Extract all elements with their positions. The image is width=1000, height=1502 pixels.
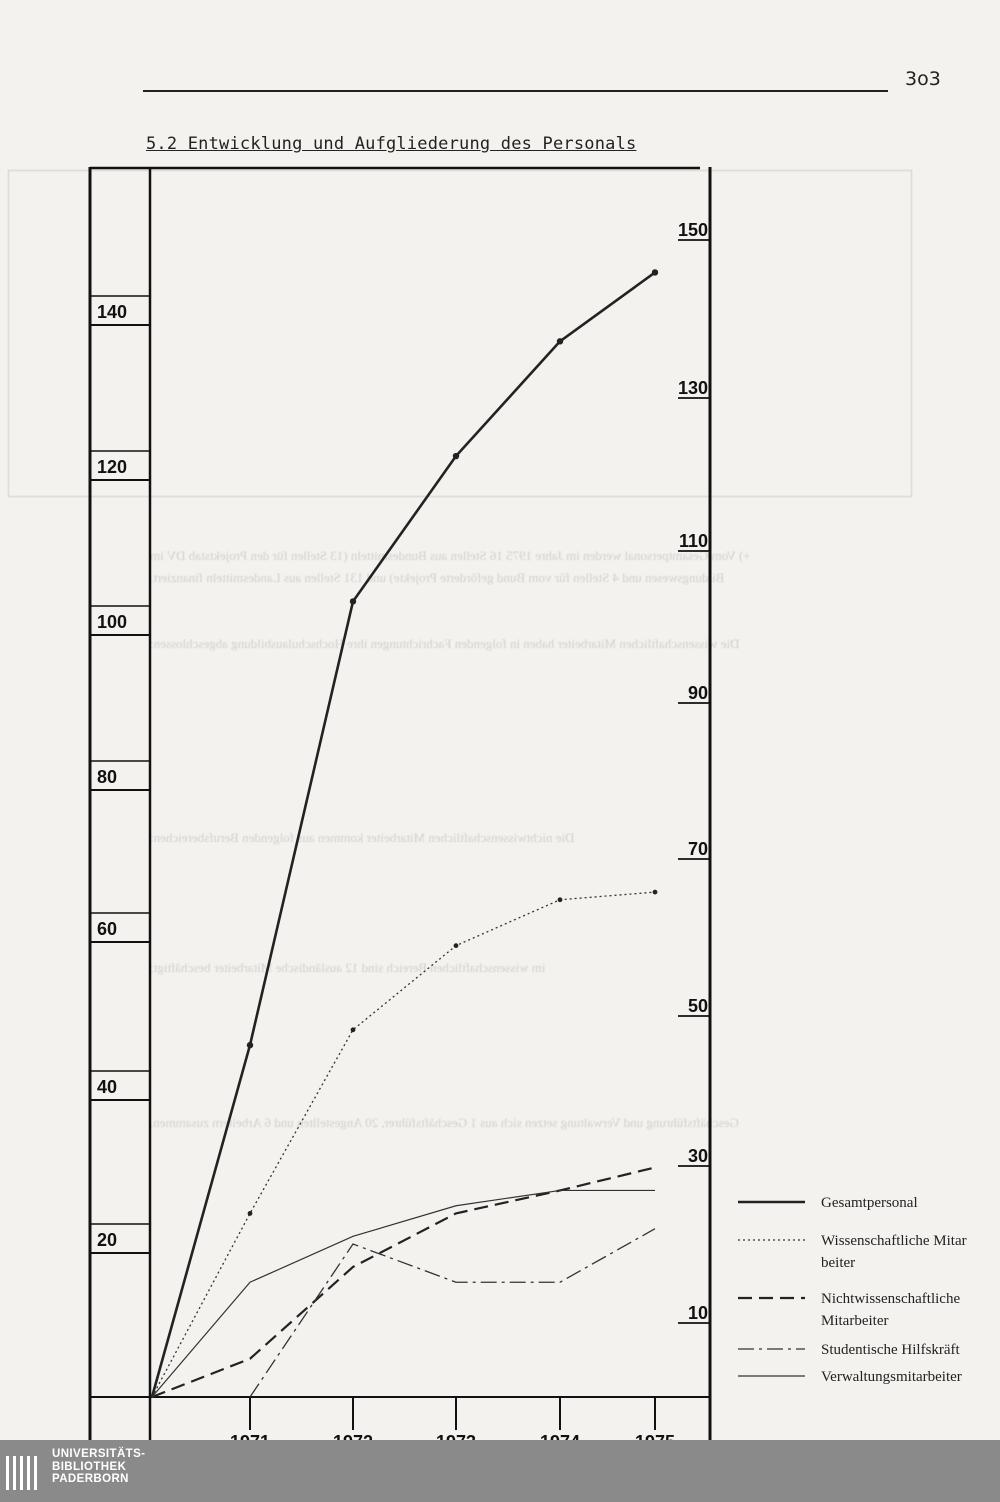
- library-line-3: PADERBORN: [52, 1473, 129, 1485]
- library-line-1: UNIVERSITÄTS-: [52, 1448, 146, 1460]
- legend-label: Wissenschaftliche Mitar: [821, 1233, 967, 1249]
- left-tick-label: 80: [97, 767, 118, 787]
- library-logo-icon: [4, 1452, 44, 1494]
- library-line-2: BIBLIOTHEK: [52, 1460, 127, 1473]
- right-tick-label: 90: [687, 683, 708, 703]
- section-title: 5.2 Entwicklung und Aufgliederung des Personals: [146, 134, 637, 154]
- left-tick-label: 60: [97, 919, 118, 939]
- left-tick-label: 140: [97, 302, 128, 322]
- data-point: [652, 269, 658, 275]
- data-point: [350, 598, 356, 604]
- series-line: [152, 272, 655, 1397]
- library-footer: [0, 1440, 1000, 1502]
- right-tick-label: 130: [677, 378, 708, 398]
- series-line: [250, 1229, 655, 1397]
- data-point: [653, 890, 658, 895]
- right-tick-label: 70: [687, 839, 708, 859]
- right-tick-label: 50: [687, 996, 708, 1016]
- left-tick-label: 40: [97, 1077, 118, 1097]
- data-point: [248, 1211, 253, 1216]
- library-name: [52, 1448, 145, 1486]
- legend-label: Studentische Hilfskräft: [821, 1342, 960, 1358]
- bleed-through-line: Geschäftsführung und Verwaltung setzen sich aus 1 Geschäftsführer, 20 Angestellten und 6 Arbeitern zusammen.: [150, 1115, 739, 1130]
- bleed-through-line: Bildungswesen und 4 Stellen für vom Bund geförderte Projekte) und 131 Stellen aus Landesmitteln finanziert.: [150, 570, 725, 585]
- legend-label: beiter: [821, 1255, 856, 1271]
- data-point: [247, 1042, 253, 1048]
- bleed-through-line: Die wissenschaftlichen Mitarbeiter haben in folgenden Fachrichtungen ihre Hochschulausbildung abgeschlossen:: [150, 636, 740, 651]
- right-tick-label: 150: [677, 220, 708, 240]
- bleed-through-line: im wissenschaftlichen Bereich sind 12 ausländische Mitarbeiter beschäftigt:: [150, 960, 546, 975]
- data-point: [453, 453, 459, 459]
- legend-label: Gesamtpersonal: [821, 1195, 918, 1211]
- left-tick-label: 20: [97, 1230, 118, 1250]
- right-tick-label: 10: [687, 1303, 708, 1323]
- series-line: [152, 1190, 655, 1397]
- bleed-through-line: Die nichtwissenschaftlichen Mitarbeiter kommen aus folgenden Berufsbereichen:: [150, 830, 575, 845]
- left-tick-label: 120: [97, 457, 128, 477]
- right-tick-label: 110: [678, 531, 708, 551]
- data-point: [557, 338, 563, 344]
- legend-label: Verwaltungsmitarbeiter: [821, 1369, 962, 1385]
- page-number: 3o3: [905, 68, 941, 90]
- series-line: [152, 892, 655, 1397]
- data-point: [558, 897, 563, 902]
- legend-label: Nichtwissenschaftliche: [821, 1291, 961, 1307]
- data-point: [454, 943, 459, 948]
- bleed-through-line: +) Vom Gesamtpersonal werden im Jahre 1975 16 Stellen aus Bundesmitteln (13 Stellen für den Projektstab DV im: [150, 548, 751, 563]
- series-line: [152, 1168, 655, 1398]
- left-tick-label: 100: [97, 612, 128, 632]
- legend-label: Mitarbeiter: [821, 1313, 889, 1329]
- data-point: [351, 1027, 356, 1032]
- right-tick-label: 30: [687, 1146, 708, 1166]
